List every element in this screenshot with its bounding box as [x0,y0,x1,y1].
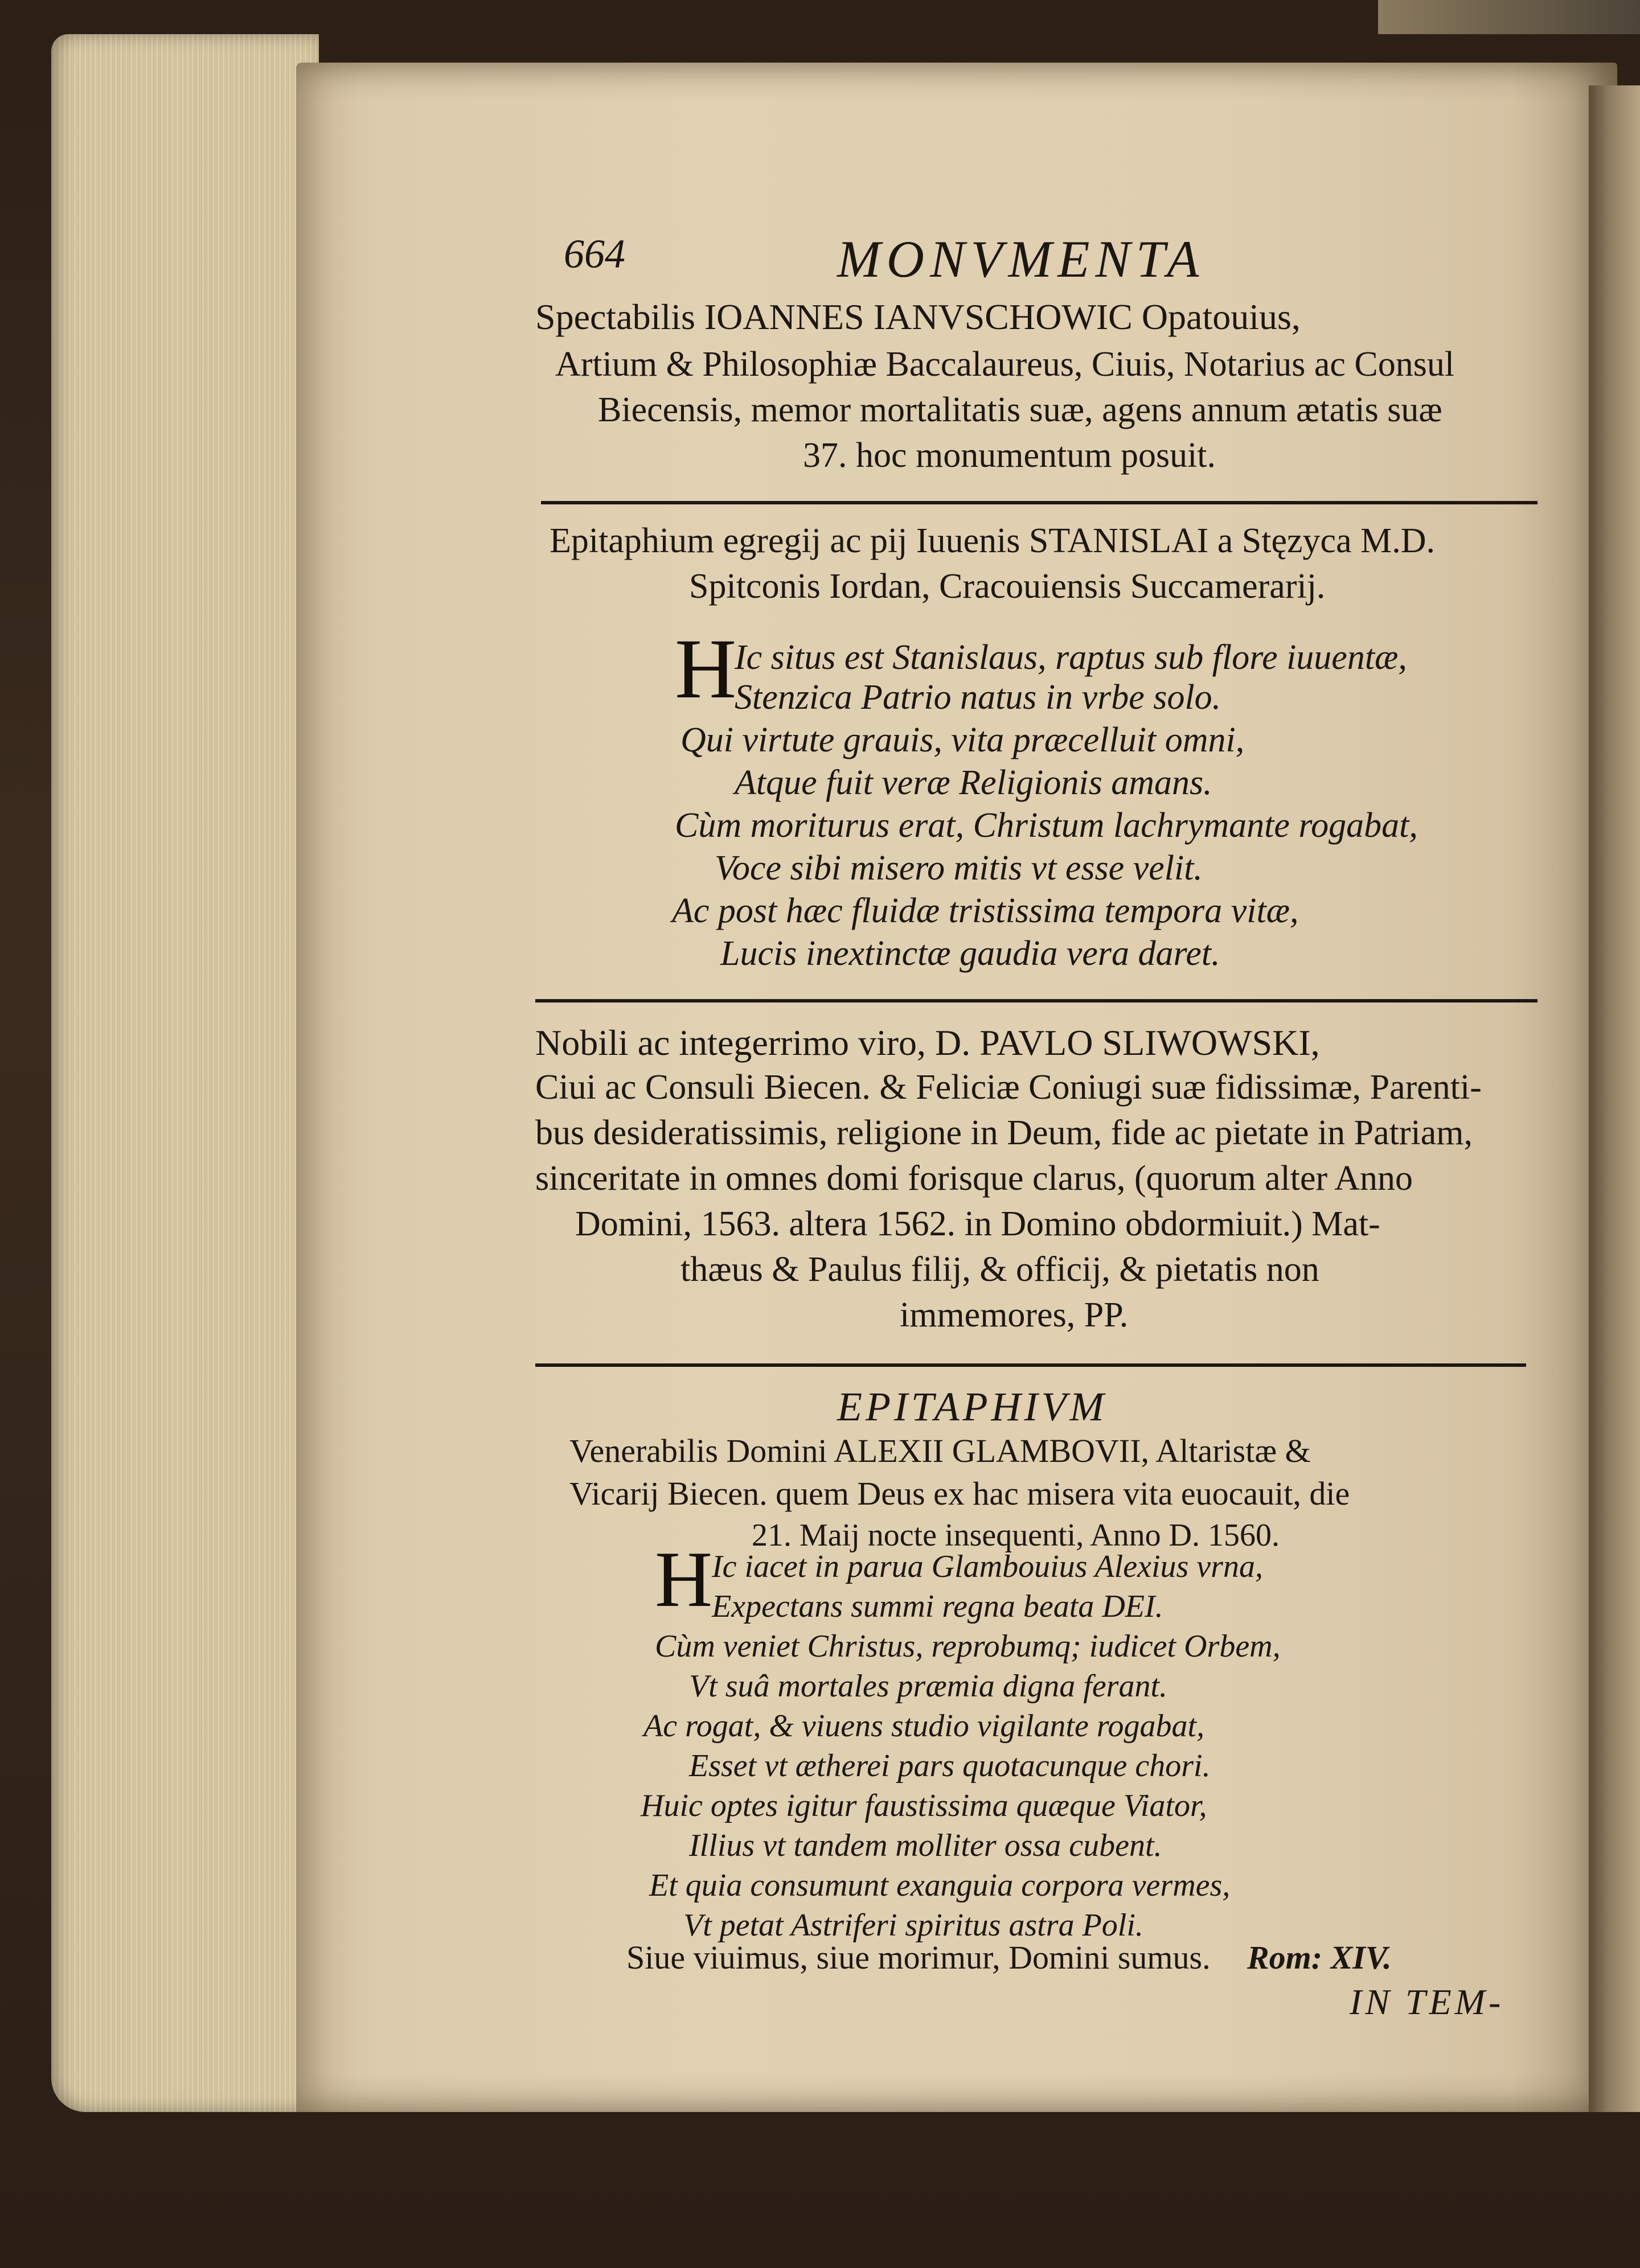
inscription1-line: Biecensis, memor mortalitatis suæ, agens annum ætatis suæ [598,391,1442,429]
verse-line: Ic iacet in parua Glambouius Alexius vrna, [712,1549,1263,1584]
verse-line: Vt suâ mortales præmia digna ferant. [689,1669,1168,1704]
verse-line: Illius vt tandem molliter ossa cubent. [689,1828,1162,1863]
page-block-edge [51,34,319,2112]
verse-line: Cùm moriturus erat, Christum lachrymante rogabat, [675,806,1418,845]
verse-line: Ac rogat, & viuens studio vigilante rogabat, [643,1708,1205,1744]
verse-line: Ic situs est Stanislaus, raptus sub flore iuuentæ, [735,638,1407,677]
catchword: IN TEM- [1350,1982,1504,2022]
section-divider [535,999,1538,1002]
inscription2-line: sinceritate in omnes domi forisque clarus, (quorum alter Anno [535,1159,1413,1198]
epitaph2-heading: Vicarij Biecen. quem Deus ex hac misera vita euocauit, die [569,1475,1350,1512]
verse-line: Huic optes igitur faustissima quæque Viator, [641,1788,1207,1823]
epitaph1-heading: Spitconis Iordan, Cracouiensis Succamerarij. [689,567,1326,606]
verse-line: Vt petat Astriferi spiritus astra Poli. [683,1908,1143,1943]
epitaph2-heading: Venerabilis Domini ALEXII GLAMBOVII, Altaristæ & [569,1432,1311,1469]
closing-line: Siue viuimus, siue morimur, Domini sumus. [626,1939,1211,1976]
verse-line: Et quia consumunt exanguia corpora vermes, [649,1868,1231,1903]
epitaph2-heading: 21. Maij nocte insequenti, Anno D. 1560. [752,1518,1280,1553]
facing-page-edge [1589,85,1640,2112]
epitaph-title: EPITAPHIVM [837,1384,1108,1429]
dropcap: H [655,1535,713,1624]
verse-line: Expectans summi regna beata DEI. [712,1589,1163,1624]
dropcap: H [675,622,737,716]
page-number: 664 [564,231,625,277]
inscription2-line: Nobili ac integerrimo viro, D. PAVLO SLIWOWSKI, [535,1022,1320,1063]
verse-line: Esset vt ætherei pars quotacunque chori. [689,1748,1211,1784]
verse-line: Ac post hæc fluidæ tristissima tempora vitæ, [672,891,1299,930]
inscription1-line: Spectabilis IOANNES IANVSCHOWIC Opatouius, [535,297,1301,337]
inscription1-line: 37. hoc monumentum posuit. [803,436,1216,475]
section-divider [541,501,1538,504]
verse-line: Atque fuit veræ Religionis amans. [735,763,1212,802]
book-cover-edge [1378,0,1640,34]
inscription1-line: Artium & Philosophiæ Baccalaureus, Ciuis, Notarius ac Consul [555,345,1455,384]
running-head: MONVMENTA [837,230,1205,288]
verse-line: Lucis inextinctæ gaudia vera daret. [720,934,1220,973]
inscription2-line: Domini, 1563. altera 1562. in Domino obdormiuit.) Mat- [575,1205,1380,1243]
verse-line: Qui virtute grauis, vita præcelluit omni, [680,721,1245,759]
verse-line: Cùm veniet Christus, reprobumq; iudicet Orbem, [655,1629,1281,1664]
inscription2-line: immemores, PP. [900,1296,1129,1334]
inscription2-line: thæus & Paulus filij, & officij, & pietatis non [680,1250,1319,1289]
inscription2-line: bus desideratissimis, religione in Deum, fide ac pietate in Patriam, [535,1114,1473,1152]
inscription2-line: Ciui ac Consuli Biecen. & Feliciæ Coniugi suæ fidissimæ, Parenti- [535,1068,1482,1107]
verse-line: Stenzica Patrio natus in vrbe solo. [735,678,1221,717]
epitaph1-heading: Epitaphium egregij ac pij Iuuenis STANISLAI a Stęzyca M.D. [550,521,1435,560]
section-divider [535,1363,1526,1367]
verse-line: Voce sibi misero mitis vt esse velit. [715,849,1203,888]
scripture-reference: Rom: XIV. [1247,1939,1392,1976]
